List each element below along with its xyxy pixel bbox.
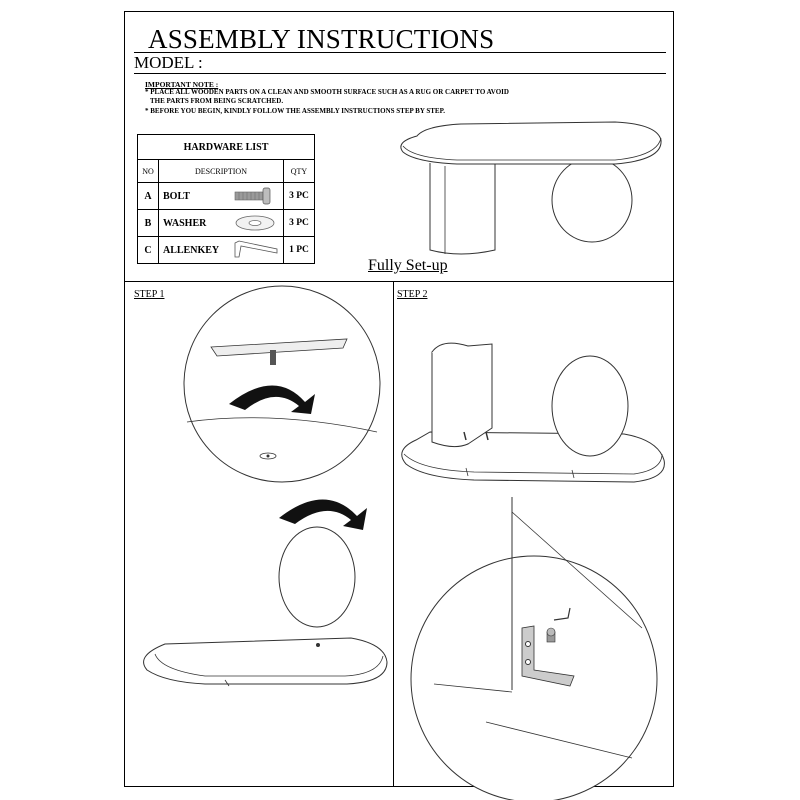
- item-description-cell: [159, 237, 284, 264]
- item-qty: 3 PC: [284, 210, 315, 237]
- item-no: A: [138, 183, 159, 210]
- bolt-icon: [233, 187, 277, 208]
- note-line: * PLACE ALL WOODEN PARTS ON A CLEAN AND SMOOTH SURFACE SUCH AS A RUG OR CARPET TO AVOID: [145, 88, 509, 96]
- washer-icon: [233, 214, 277, 235]
- table-row: [138, 183, 315, 210]
- column-header-description: DESCRIPTION: [159, 160, 284, 183]
- model-label: MODEL :: [134, 53, 203, 72]
- table-row: [138, 237, 315, 264]
- note-line: * BEFORE YOU BEGIN, KINDLY FOLLOW THE ASSEMBLY INSTRUCTIONS STEP BY STEP.: [145, 107, 445, 115]
- column-header-qty: QTY: [284, 160, 315, 183]
- hardware-list-title: HARDWARE LIST: [138, 135, 315, 160]
- item-description-cell: [159, 183, 284, 210]
- step-1-label: STEP 1: [134, 289, 165, 300]
- step-2-detail-circle: [411, 497, 657, 800]
- item-qty: 1 PC: [284, 237, 315, 264]
- step-2-label: STEP 2: [397, 289, 428, 300]
- column-header-no: NO: [138, 160, 159, 183]
- item-description-cell: [159, 210, 284, 237]
- item-qty: 3 PC: [284, 183, 315, 210]
- step-1-illustration: [125, 282, 393, 787]
- item-no: C: [138, 237, 159, 264]
- item-description: BOLT: [163, 191, 190, 202]
- fully-setup-label: Fully Set-up: [368, 257, 448, 274]
- allen-key-icon: [231, 239, 281, 264]
- item-description: WASHER: [163, 218, 207, 229]
- table-row: [138, 210, 315, 237]
- fully-setup-illustration: [395, 118, 670, 258]
- important-note-heading: IMPORTANT NOTE :: [145, 80, 219, 89]
- item-no: B: [138, 210, 159, 237]
- step-1-detail-circle: [184, 286, 380, 482]
- hardware-list-table: [137, 134, 315, 264]
- rotate-arrow-icon: [279, 499, 367, 530]
- step-2-illustration: [394, 282, 674, 787]
- item-description: ALLENKEY: [163, 245, 220, 256]
- page-title: ASSEMBLY INSTRUCTIONS: [148, 24, 495, 54]
- divider: [134, 73, 666, 74]
- divider: [134, 52, 666, 53]
- note-line: THE PARTS FROM BEING SCRATCHED.: [150, 97, 284, 105]
